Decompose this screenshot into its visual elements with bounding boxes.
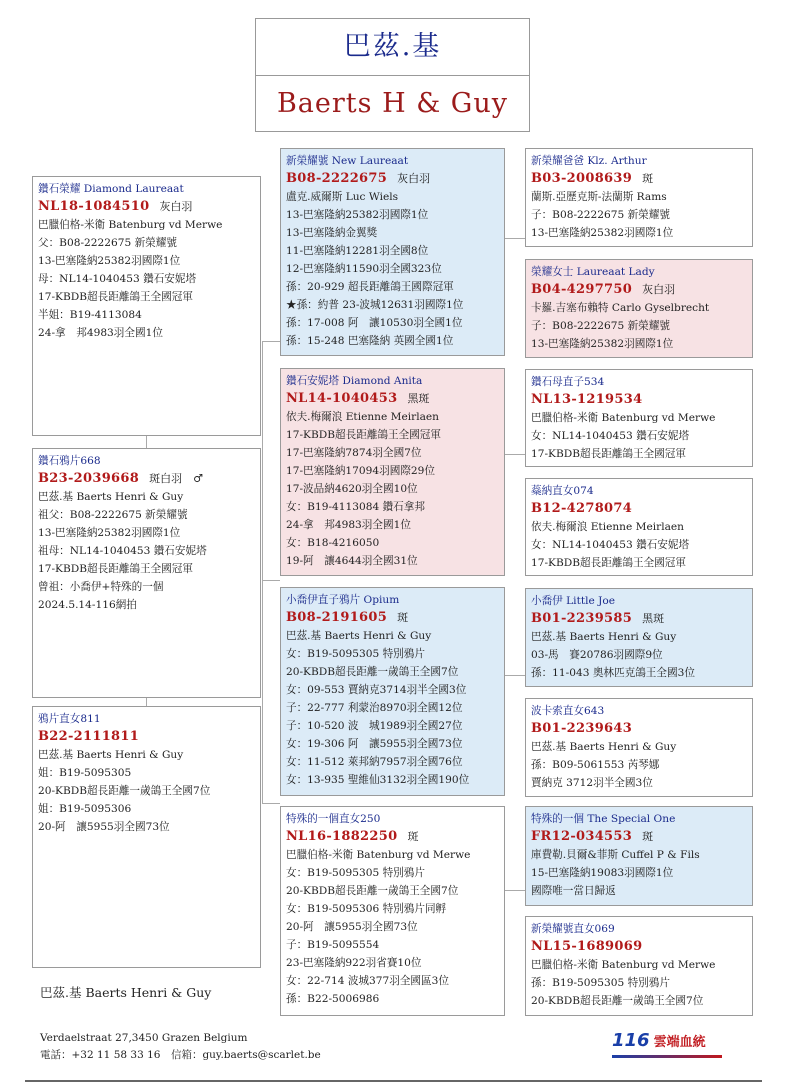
info-line: 巴茲.基 Baerts Henri & Guy [531, 631, 677, 643]
info-line: 孫：20-929 超長距離鴿王國際冠軍 [286, 281, 454, 293]
bird-name: 鑽石母直子534 [531, 376, 605, 388]
info-line: 13-巴塞隆納25382羽國際1位 [286, 209, 429, 221]
bird-name: 小喬伊直子鴉片 Opium [286, 594, 400, 606]
info-line: 17-波品納4620羽全國10位 [286, 483, 418, 495]
pedigree-card-dss [525, 588, 753, 687]
pedigree-card-dds [525, 806, 753, 906]
bird-name: 小喬伊 Little Joe [531, 595, 616, 607]
info-line: 祖父：B08-2222675 新榮耀號 [38, 509, 188, 521]
info-line: 賈納克 3712羽半全國3位 [531, 777, 653, 789]
ring-number: B03-2008639 [531, 171, 633, 186]
info-line: 20-KBDB超長距離一歲鴿王全國7位 [286, 666, 459, 678]
info-line: 13-巴塞隆納25382羽國際1位 [38, 527, 181, 539]
info-line: 蘭斯.亞歷克斯-法蘭斯 Rams [531, 191, 667, 203]
bird-name: 特殊的一個 The Special One [531, 813, 676, 825]
info-line: 卡羅.吉塞布賴特 Carlo Gyselbrecht [531, 302, 710, 314]
logo-number: 116 [612, 1030, 650, 1051]
ring-number: B04-4297750 [531, 282, 633, 297]
ring-number: B12-4278074 [531, 501, 633, 516]
info-line: 女：NL14-1040453 鑽石安妮塔 [531, 430, 690, 442]
ring-number: NL18-1084510 [38, 199, 150, 214]
pedigree-card-subject [32, 448, 261, 698]
info-line: 孫：B09-5061553 芮琴娜 [531, 759, 660, 771]
info-line: 17-KBDB超長距離鴿王全國冠軍 [38, 291, 193, 303]
ring-number: B23-2039668 [38, 471, 140, 486]
info-line: 20-KBDB超長距離一歲鴿王全國7位 [531, 995, 704, 1007]
info-line: 孫：B19-5095305 特別鴉片 [531, 977, 670, 989]
logo-underline [612, 1055, 722, 1058]
info-line: 庫費勒.貝爾&菲斯 Cuffel P & Fils [531, 849, 700, 861]
connector [146, 436, 147, 448]
connector [505, 454, 525, 455]
info-line: 12-巴塞隆納11590羽全國323位 [286, 263, 442, 275]
connector [262, 580, 280, 581]
info-line: 子：B08-2222675 新榮耀號 [531, 320, 670, 332]
info-line: 巴臘伯格-米衛 Batenburg vd Merwe [531, 959, 716, 971]
info-line: 17-KBDB超長距離鴿王全國冠軍 [531, 557, 686, 569]
ring-number: NL14-1040453 [286, 391, 398, 406]
info-line: 祖母：NL14-1040453 鑽石安妮塔 [38, 545, 207, 557]
info-line: 女：B18-4216050 [286, 537, 380, 549]
info-line: 父：B08-2222675 新榮耀號 [38, 237, 177, 249]
breeder-title-chinese: 巴茲.基 [256, 19, 529, 76]
bird-name: 特殊的一個直女250 [286, 813, 381, 825]
bird-name: 鴉片直女811 [38, 713, 101, 725]
info-line: 20-KBDB超長距離一歲鴿王全國7位 [286, 885, 459, 897]
info-line: 17-KBDB超長距離鴿王全國冠軍 [38, 563, 193, 575]
ring-number: B22-2111811 [38, 729, 140, 744]
pedigree-card-sire [32, 176, 261, 436]
ring-number: NL13-1219534 [531, 392, 643, 407]
info-line: 盧克.威爾斯 Luc Wiels [286, 191, 399, 203]
feather-color: 斑 [642, 172, 654, 185]
info-line: 巴臘伯格-米衛 Batenburg vd Merwe [286, 849, 471, 861]
info-line: 姐：B19-5095305 [38, 767, 132, 779]
pedigree-card-sire-sire [280, 148, 505, 356]
info-line: 17-巴塞隆納7874羽全國7位 [286, 447, 422, 459]
info-line: 女：NL14-1040453 鑽石安妮塔 [531, 539, 690, 551]
connector [146, 698, 147, 706]
connector [262, 803, 280, 804]
pedigree-card-dam-dam [280, 806, 505, 1016]
info-line: 20-阿 讓5955羽全國73位 [286, 921, 418, 933]
bird-name: 鑽石鴉片668 [38, 455, 101, 467]
connector [505, 675, 525, 676]
info-line: 13-巴塞隆納金翼獎 [286, 227, 378, 239]
info-line: 13-巴塞隆納25382羽國際1位 [531, 338, 674, 350]
info-line: 巴茲.基 Baerts Henri & Guy [531, 741, 677, 753]
pedigree-card-dam-sire [280, 587, 505, 796]
info-line: 母：NL14-1040453 鑽石安妮塔 [38, 273, 197, 285]
breeder-title-english: Baerts H & Guy [276, 88, 509, 119]
info-line: 11-巴塞隆納12281羽全國8位 [286, 245, 429, 257]
info-line: 巴茲.基 Baerts Henri & Guy [38, 491, 184, 503]
info-line: 24-拿 邦4983羽全國1位 [286, 519, 411, 531]
breeder-signature: 巴茲.基 Baerts Henri & Guy [40, 985, 212, 1000]
feather-color: 斑白羽 ♂ [149, 472, 203, 485]
info-line: 依夫.梅爾浪 Etienne Meirlaen [531, 521, 684, 533]
info-line: 半姐：B19-4113084 [38, 309, 142, 321]
info-line: ★孫：約普 23-波城12631羽國際1位 [286, 299, 464, 311]
feather-color: 斑 [397, 611, 409, 624]
info-line: 子：B19-5095554 [286, 939, 380, 951]
info-line: 姐：B19-5095306 [38, 803, 132, 815]
connector [505, 890, 525, 891]
info-line: 女：09-553 賈納克3714羽半全國3位 [286, 684, 467, 696]
info-line: 孫：17-008 阿 讓10530羽全國1位 [286, 317, 463, 329]
bird-name: 新榮耀爸爸 Klz. Arthur [531, 155, 647, 167]
footer-divider [25, 1080, 762, 1082]
address-line: Verdaelstraat 27,3450 Grazen Belgium [40, 1032, 248, 1044]
info-line: 03-馬 賽20786羽國際9位 [531, 649, 663, 661]
ring-number: B01-2239643 [531, 721, 633, 736]
info-line: 子：10-520 波 城1989羽全國27位 [286, 720, 463, 732]
connector [262, 580, 263, 803]
info-line: 女：B19-5095305 特別鴉片 [286, 867, 425, 879]
pedigree-card-sdd [525, 478, 753, 576]
info-line: 17-KBDB超長距離鴿王全國冠軍 [286, 429, 441, 441]
pedigree-card-dsd [525, 698, 753, 797]
info-line: 曾祖：小喬伊+特殊的一個 [38, 581, 164, 593]
info-line: 國際唯一當日歸返 [531, 885, 616, 897]
info-line: 2024.5.14-116網拍 [38, 599, 137, 611]
bird-name: 鑽石安妮塔 Diamond Anita [286, 375, 423, 387]
pedigree-card-ddd [525, 916, 753, 1016]
connector [262, 341, 280, 342]
info-line: 13-巴塞隆納25382羽國際1位 [531, 227, 674, 239]
contact-block [40, 1030, 321, 1064]
info-line: 子：B08-2222675 新榮耀號 [531, 209, 670, 221]
info-line: 依夫.梅爾浪 Etienne Meirlaen [286, 411, 439, 423]
info-line: 孫：15-248 巴塞隆納 英國全國1位 [286, 335, 454, 347]
info-line: 女：22-714 波城377羽全國區3位 [286, 975, 449, 987]
info-line: 孫：B22-5006986 [286, 993, 380, 1005]
info-line: 17-KBDB超長距離鴿王全國冠軍 [531, 448, 686, 460]
info-line: 巴臘伯格-米衛 Batenburg vd Merwe [38, 219, 223, 231]
info-line: 孫：11-043 奧林匹克鴿王全國3位 [531, 667, 695, 679]
pedigree-card-sire-dam [280, 368, 505, 576]
info-line: 女：11-512 萊邦納7957羽全國76位 [286, 756, 463, 768]
bird-name: 新榮耀號 New Laureaat [286, 155, 409, 167]
info-line: 20-阿 讓5955羽全國73位 [38, 821, 170, 833]
info-line: 女：19-306 阿 讓5955羽全國73位 [286, 738, 463, 750]
info-line: 女：13-935 聖維仙3132羽全國190位 [286, 774, 470, 786]
logo-text: 雲端血統 [653, 1035, 706, 1050]
info-line: 巴茲.基 Baerts Henri & Guy [286, 630, 432, 642]
info-line: 24-拿 邦4983羽全國1位 [38, 327, 163, 339]
info-line: 女：B19-5095306 特別鴉片同孵 [286, 903, 447, 915]
pedigree-card-ssd [525, 259, 753, 358]
bird-name: 榮耀女士 Laureaat Lady [531, 266, 655, 278]
feather-color: 黑斑 [642, 612, 665, 625]
ring-number: B08-2222675 [286, 171, 388, 186]
feather-color: 灰白羽 [397, 172, 431, 185]
bird-name: 新榮耀號直女069 [531, 923, 615, 935]
info-line: 女：B19-5095305 特別鴉片 [286, 648, 425, 660]
info-line: 23-巴塞隆納922羽省賽10位 [286, 957, 422, 969]
feather-color: 灰白羽 [642, 283, 676, 296]
pedigree-card-sds [525, 369, 753, 467]
ring-number: NL16-1882250 [286, 829, 398, 844]
ring-number: NL15-1689069 [531, 939, 643, 954]
info-line: 17-巴塞隆納17094羽國際29位 [286, 465, 435, 477]
info-line: 巴茲.基 Baerts Henri & Guy [38, 749, 184, 761]
bird-name: 波卡索直女643 [531, 705, 605, 717]
info-line: 15-巴塞隆納19083羽國際1位 [531, 867, 674, 879]
ring-number: FR12-034553 [531, 829, 633, 844]
info-line: 20-KBDB超長距離一歲鴿王全國7位 [38, 785, 211, 797]
info-line: 女：B19-4113084 鑽石拿邦 [286, 501, 425, 513]
connector [262, 341, 263, 580]
pedigree-card-sss [525, 148, 753, 247]
feather-color: 斑 [642, 830, 654, 843]
info-line: 巴臘伯格-米衛 Batenburg vd Merwe [531, 412, 716, 424]
bird-name: 蘂納直女074 [531, 485, 594, 497]
info-line: 19-阿 讓4644羽全國31位 [286, 555, 418, 567]
bird-name: 鑽石榮耀 Diamond Laureaat [38, 183, 184, 195]
logo [612, 1030, 722, 1058]
info-line: 13-巴塞隆納25382羽國際1位 [38, 255, 181, 267]
pedigree-card-dam [32, 706, 261, 968]
contact-line: 電話：+32 11 58 33 16 信箱：guy.baerts@scarlet.be [40, 1049, 321, 1061]
feather-color: 黑斑 [407, 392, 430, 405]
info-line: 子：22-777 利蒙治8970羽全國12位 [286, 702, 463, 714]
title-box [255, 18, 530, 132]
ring-number: B01-2239585 [531, 611, 633, 626]
ring-number: B08-2191605 [286, 610, 388, 625]
feather-color: 斑 [407, 830, 419, 843]
connector [505, 238, 525, 239]
feather-color: 灰白羽 [159, 200, 193, 213]
